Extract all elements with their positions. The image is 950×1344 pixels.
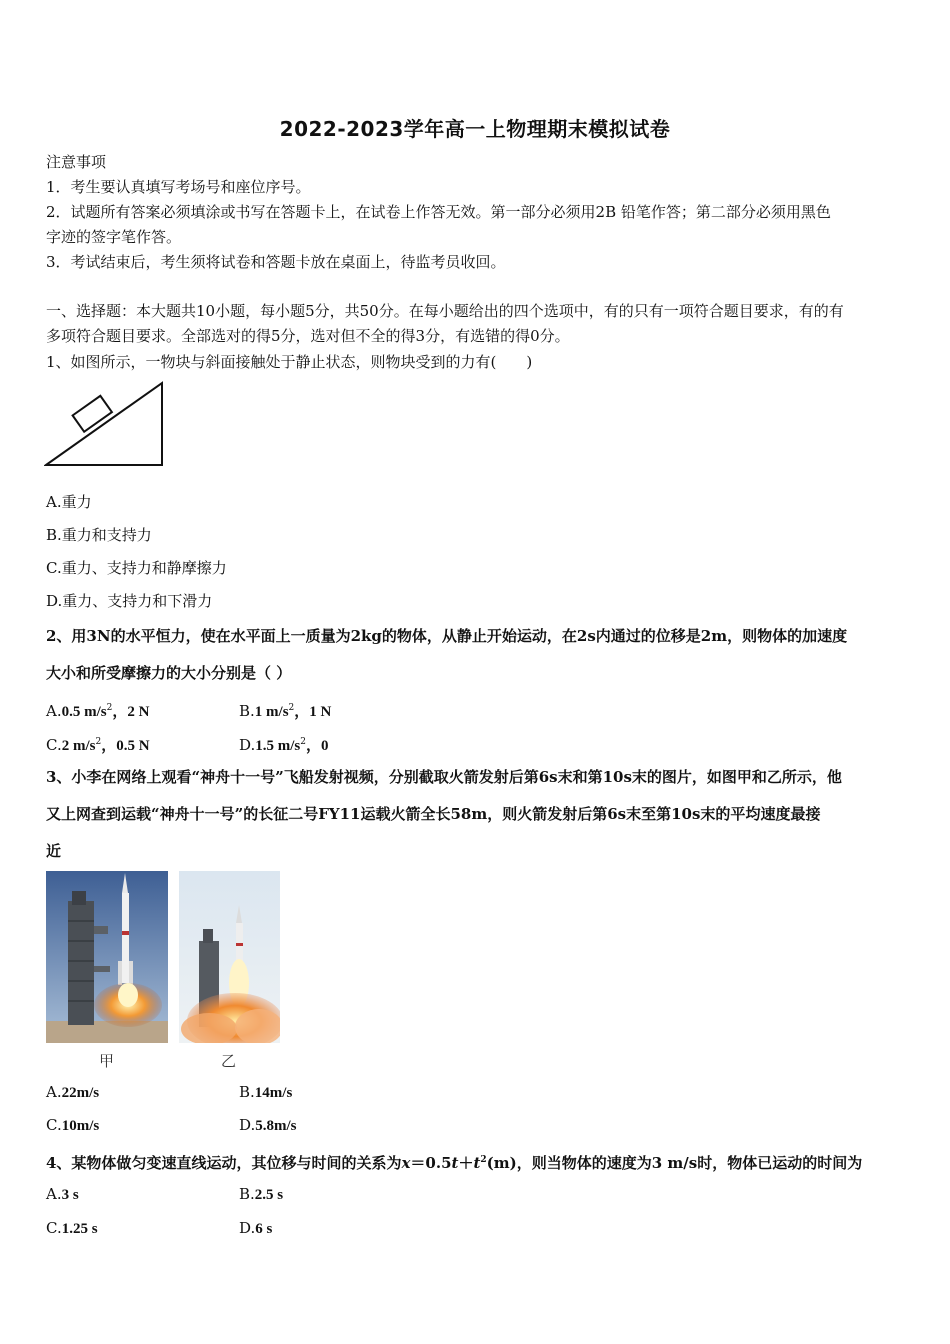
rocket-photo-jia (46, 871, 168, 1043)
q4-option-c[interactable]: C.1.25 s (46, 1219, 98, 1237)
q2-option-c[interactable]: C.2 $m/s^2$，0.5 N (46, 736, 150, 754)
notice-item-2: 2．试题所有答案必须填涂或书写在答题卡上，在试卷上作答无效。第一部分必须用2B 铅笔作答；第二部分必须用黑色 (46, 203, 831, 221)
section-heading-line2: 多项符合题目要求。全部选对的得5分，选对但不全的得3分，有选错的得0分。 (46, 327, 570, 345)
q4-stem: 4、某物体做匀变速直线运动，其位移与时间的关系为$x=0.5t+t^2(m)$，则当物体的速度为3 m/s时，物体已运动的时间为 (46, 1154, 863, 1172)
q1-option-a[interactable]: A.重力 (46, 493, 92, 511)
rocket-photo-yi (179, 871, 280, 1043)
notice-item-1: 1．考生要认真填写考场号和座位序号。 (46, 178, 311, 196)
q3-option-a[interactable]: A.22m/s (46, 1083, 100, 1101)
notice-heading: 注意事项 (46, 153, 107, 171)
incline-diagram (44, 381, 168, 469)
q3-stem-line3: 近 (46, 842, 62, 860)
caption-yi: 乙 (221, 1052, 237, 1070)
q2-stem-line2: 大小和所受摩擦力的大小分别是（ ） (46, 664, 292, 682)
q1-option-b[interactable]: B.重力和支持力 (46, 526, 152, 544)
q1-option-c[interactable]: C.重力、支持力和静摩擦力 (46, 559, 227, 577)
section-heading-line1: 一、选择题：本大题共10小题，每小题5分，共50分。在每小题给出的四个选项中，有的只有一项符合题目要求，有的有 (46, 302, 844, 320)
q4-option-b[interactable]: B.2.5 s (239, 1185, 284, 1203)
block-on-incline (73, 396, 112, 432)
q1-stem: 1、如图所示，一物块与斜面接触处于静止状态，则物块受到的力有( ) (46, 353, 533, 371)
q3-option-c[interactable]: C.10m/s (46, 1116, 100, 1134)
q2-stem-line1: 2、用3N的水平恒力，使在水平面上一质量为2kg的物体，从静止开始运动，在2s内通过的位移是2m，则物体的加速度 (46, 627, 848, 645)
page-title: 2022-2023学年高一上物理期末模拟试卷 (279, 117, 671, 141)
q1-option-d[interactable]: D.重力、支持力和下滑力 (46, 592, 213, 610)
q3-option-b[interactable]: B.14m/s (239, 1083, 293, 1101)
q3-option-d[interactable]: D.5.8m/s (239, 1116, 297, 1134)
notice-item-3: 3．考试结束后，考生须将试卷和答题卡放在桌面上，待监考员收回。 (46, 253, 506, 271)
q2-option-b[interactable]: B.1 $m/s^2$，1 N (239, 702, 332, 720)
q4-option-d[interactable]: D.6 s (239, 1219, 273, 1237)
notice-item-2-cont: 字迹的签字笔作答。 (46, 228, 182, 246)
q2-option-a[interactable]: A.0.5 $m/s^2$，2 N (46, 702, 150, 720)
q3-stem-line1: 3、小李在网络上观看“神舟十一号”飞船发射视频，分别截取火箭发射后第6s末和第10s末的图片，如图甲和乙所示，他 (46, 768, 842, 786)
incline-triangle (46, 383, 162, 465)
q2-option-d[interactable]: D.1.5 $m/s^2$，0 (239, 736, 329, 754)
q4-option-a[interactable]: A.3 s (46, 1185, 79, 1203)
q3-stem-line2: 又上网查到运载“神舟十一号”的长征二号FY11运载火箭全长58m，则火箭发射后第6s末至第10s末的平均速度最接 (46, 805, 821, 823)
caption-jia: 甲 (99, 1052, 115, 1070)
